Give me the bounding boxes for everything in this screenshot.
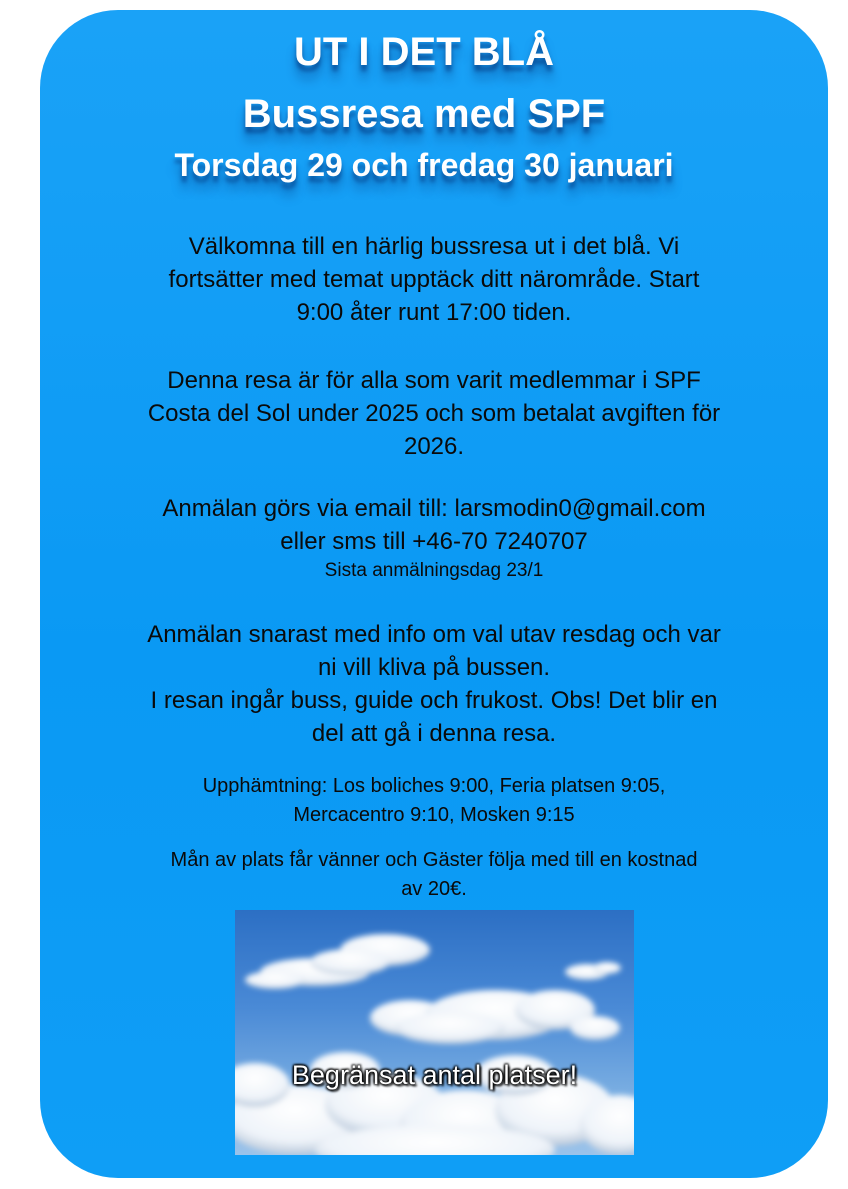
registration-paragraph: [100, 492, 768, 584]
guests-paragraph: [100, 846, 768, 904]
info-line-1: Anmälan snarast med info om val utav resdag och var: [147, 621, 721, 648]
title-line-1: UT I DET BLÅ: [294, 30, 554, 74]
pickup-line-1: Upphämtning: Los boliches 9:00, Feria platsen 9:05,: [202, 775, 666, 797]
pickup-paragraph: [100, 772, 768, 830]
registration-line-2: eller sms till +46-70 7240707: [280, 528, 588, 555]
eligibility-line-1: Denna resa är för alla som varit medlemmar i SPF: [167, 367, 701, 394]
clouds-illustration: [235, 910, 634, 1155]
eligibility-paragraph: [100, 364, 768, 463]
welcome-line-1: Välkomna till en härlig bussresa ut i det blå. Vi: [188, 233, 680, 260]
eligibility-line-3: 2026.: [403, 433, 465, 460]
info-line-4: del att gå i denna resa.: [311, 720, 557, 747]
pickup-line-2: Mercacentro 9:10, Mosken 9:15: [293, 804, 575, 826]
guests-line-1: Mån av plats får vänner och Gäster följa med till en kostnad: [170, 849, 698, 871]
welcome-line-3: 9:00 åter runt 17:00 tiden.: [296, 299, 572, 326]
clouds-image: [235, 910, 634, 1155]
title-line-2: Bussresa med SPF: [242, 92, 606, 136]
info-line-2: ni vill kliva på bussen.: [317, 654, 551, 681]
registration-line-1: Anmälan görs via email till: larsmodin0@gmail.com: [162, 495, 706, 522]
welcome-paragraph: [100, 230, 768, 329]
title-dates: Torsdag 29 och fredag 30 januari: [174, 147, 674, 183]
welcome-line-2: fortsätter med temat upptäck ditt närområde. Start: [168, 266, 700, 293]
eligibility-line-2: Costa del Sol under 2025 och som betalat avgiften för: [147, 400, 721, 427]
registration-deadline: Sista anmälningsdag 23/1: [324, 560, 544, 581]
info-paragraph: [100, 618, 768, 750]
info-line-3: I resan ingår buss, guide och frukost. Obs! Det blir en: [150, 687, 718, 714]
limited-seats-caption: Begränsat antal platser!: [291, 1060, 578, 1090]
guests-line-2: av 20€.: [401, 878, 467, 900]
